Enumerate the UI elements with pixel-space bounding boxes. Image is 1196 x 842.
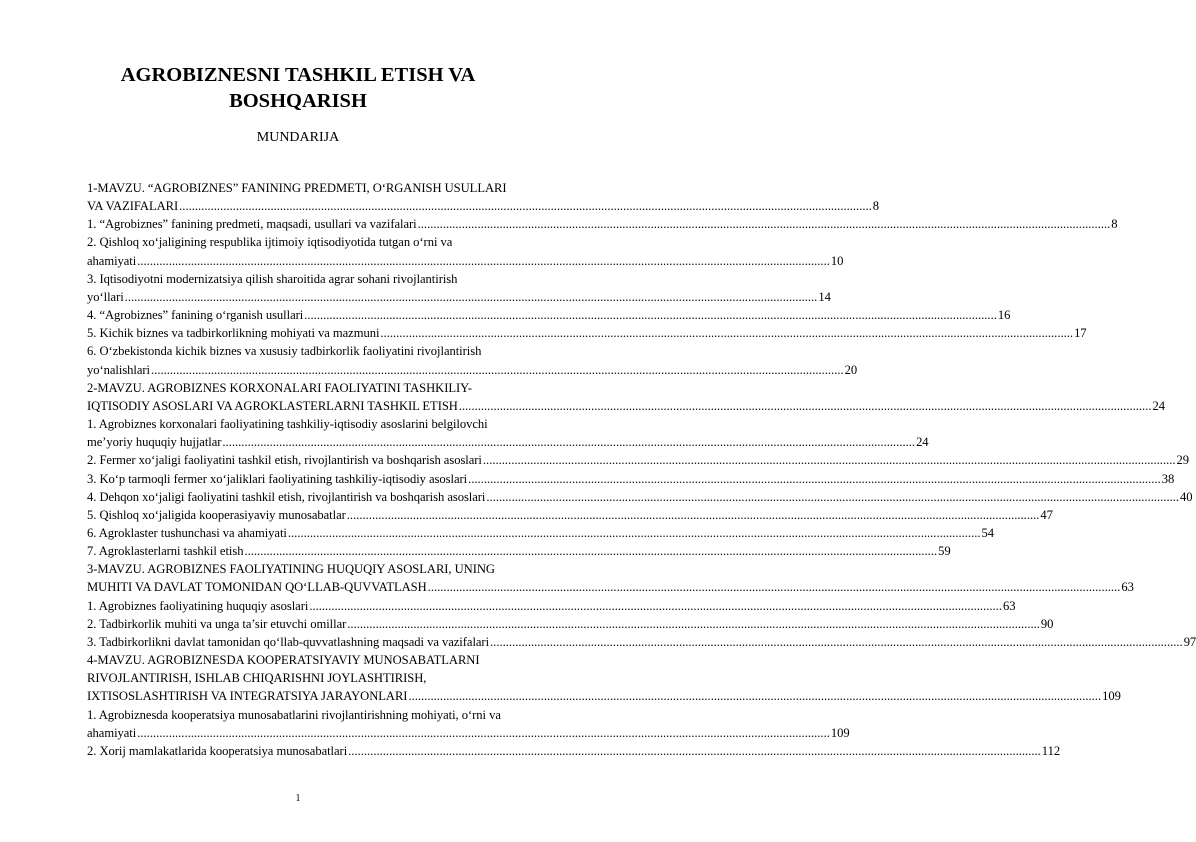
- dot-leader: [428, 578, 1121, 596]
- toc-entry[interactable]: [87, 542, 951, 560]
- toc-page-number: 38: [1161, 471, 1175, 486]
- toc-page-number: 54: [981, 525, 995, 540]
- toc-entry-label: IXTISOSLASHTIRISH VA INTEGRATSIYA JARAYONLARI: [87, 689, 408, 704]
- toc-entry[interactable]: [87, 488, 1193, 506]
- dot-leader: [418, 215, 1111, 233]
- toc-page-number: 112: [1041, 743, 1061, 758]
- contents-heading: MUNDARIJA: [256, 130, 340, 145]
- dot-leader: [244, 542, 937, 560]
- toc-entry-label: 3. Ko‘p tarmoqli fermer xo‘jaliklari faoliyatining tashkiliy-iqtisodiy asoslari: [87, 471, 468, 486]
- toc-entry-label: 4. Dehqon xo‘jaligi faoliyatini tashkil etish, rivojlantirish va boshqarish asoslari: [87, 489, 486, 504]
- dot-leader: [483, 451, 1176, 469]
- toc-entry-label: 5. Qishloq xo‘jaligida kooperasiyaviy munosabatlar: [87, 507, 346, 522]
- toc-entry-label: me’yoriy huquqiy hujjatlar: [87, 435, 222, 450]
- toc-page-number: 109: [830, 725, 850, 740]
- toc-entry-label: 4. “Agrobiznes” fanining o‘rganish usullari: [87, 308, 304, 323]
- toc-entry[interactable]: [87, 179, 880, 215]
- dot-leader: [348, 742, 1041, 760]
- toc-entry-label: 3. Tadbirkorlikni davlat tamonidan qo‘llab-quvvatlashning maqsadi va vazifalari: [87, 634, 490, 649]
- toc-page-number: 63: [1121, 580, 1134, 595]
- title-line-1: AGROBIZNESNI TASHKIL ETISH VA: [120, 64, 476, 86]
- dot-leader: [137, 724, 830, 742]
- toc-entry[interactable]: [87, 415, 929, 451]
- toc-entry-text-line: 1. Agrobiznesda kooperatsiya munosabatlarini rivojlantirishning mohiyati, o‘rni va: [87, 707, 501, 722]
- toc-entry[interactable]: [87, 633, 1196, 651]
- toc-entry[interactable]: [87, 706, 850, 742]
- toc-entry-label: ahamiyati: [87, 725, 137, 740]
- toc-page-number: 59: [938, 544, 951, 559]
- toc-entry-label: MUHITI VA DAVLAT TOMONIDAN QO‘LLAB-QUVVATLASH: [87, 580, 427, 595]
- toc-entry[interactable]: [87, 742, 1061, 760]
- toc-entry-label: 2. Fermer xo‘jaligi faoliyatini tashkil etish, rivojlantirish va boshqarish asoslari: [87, 453, 482, 468]
- toc-entry-label: 5. Kichik biznes va tadbirkorlikning mohiyati va mazmuni: [87, 326, 380, 341]
- dot-leader: [179, 197, 872, 215]
- toc-entry-label: ahamiyati: [87, 253, 137, 268]
- toc-entry[interactable]: [87, 324, 1087, 342]
- toc-entry-label: 1. Agrobiznes faoliyatining huquqiy asoslari: [87, 598, 309, 613]
- toc-page-number: 97: [1183, 634, 1196, 649]
- toc-page-number: 20: [844, 362, 858, 377]
- toc-entry[interactable]: [87, 379, 1165, 415]
- toc-page-number: 29: [1176, 453, 1190, 468]
- dot-leader: [304, 306, 997, 324]
- toc-page-number: 24: [916, 435, 929, 450]
- dot-leader: [408, 687, 1101, 705]
- toc-entry-text-line: 2-MAVZU. AGROBIZNES KORXONALARI FAOLIYATINI TASHKILIY-: [87, 380, 472, 395]
- toc-entry-label: VA VAZIFALARI: [87, 199, 179, 214]
- toc-entry-text-line: 1-MAVZU. “AGROBIZNES” FANINING PREDMETI, O‘RGANISH USULLARI: [87, 181, 507, 195]
- toc-entry-label: IQTISODIY ASOSLARI VA AGROKLASTERLARNI TASHKIL ETISH: [87, 398, 458, 413]
- page-number: 1: [295, 793, 301, 804]
- dot-leader: [347, 506, 1040, 524]
- toc-entry-text-line: RIVOJLANTIRISH, ISHLAB CHIQARISHNI JOYLASHTIRISH,: [87, 671, 427, 686]
- dot-leader: [380, 324, 1073, 342]
- toc-page-number: 16: [997, 308, 1011, 323]
- toc-entry-label: yo‘nalishlari: [87, 362, 151, 377]
- document-title: [60, 62, 536, 114]
- dot-leader: [222, 433, 915, 451]
- toc-entry[interactable]: [87, 270, 831, 306]
- toc-entry[interactable]: [87, 615, 1054, 633]
- dot-leader: [486, 488, 1179, 506]
- toc-page-number: 14: [818, 289, 831, 304]
- toc-page-number: 40: [1180, 489, 1193, 504]
- toc-entry-label: yo‘llari: [87, 289, 124, 304]
- dot-leader: [288, 524, 981, 542]
- dot-leader: [468, 470, 1161, 488]
- toc-page-number: 90: [1040, 616, 1054, 631]
- toc-entry-text-line: 2. Qishloq xo‘jaligining respublika ijtimoiy iqtisodiyotida tutgan o‘rni va: [87, 235, 453, 250]
- toc-entry[interactable]: [87, 470, 1175, 488]
- toc-entry[interactable]: [87, 451, 1190, 469]
- dot-leader: [151, 361, 844, 379]
- toc-entry-text-line: 1. Agrobiznes korxonalari faoliyatining tashkiliy-iqtisodiy asoslarini belgilovchi: [87, 417, 488, 432]
- toc-entry-text-line: 3. Iqtisodiyotni modernizatsiya qilish sharoitida agrar sohani rivojlantirish: [87, 271, 458, 286]
- toc-page-number: 10: [830, 253, 844, 268]
- toc-page-number: 109: [1102, 689, 1121, 704]
- toc-entry-text-line: 4-MAVZU. AGROBIZNESDA KOOPERATSIYAVIY MUNOSABATLARNI: [87, 653, 480, 668]
- toc-entry-label: 2. Xorij mamlakatlarida kooperatsiya munosabatlari: [87, 743, 348, 758]
- dot-leader: [125, 288, 818, 306]
- toc-entry[interactable]: [87, 506, 1053, 524]
- toc-entry[interactable]: [87, 215, 1118, 233]
- toc-page-number: 17: [1074, 326, 1087, 341]
- toc-entry-label: 7. Agroklasterlarni tashkil etish: [87, 544, 244, 559]
- dot-leader: [347, 615, 1040, 633]
- toc-entry-label: 2. Tadbirkorlik muhiti va unga ta’sir etuvchi omillar: [87, 616, 347, 631]
- toc-page-number: 47: [1040, 507, 1053, 522]
- dot-leader: [309, 597, 1002, 615]
- dot-leader: [137, 252, 830, 270]
- toc-entry[interactable]: [87, 597, 1016, 615]
- toc-entry-text-line: 3-MAVZU. AGROBIZNES FAOLIYATINING HUQUQIY ASOSLARI, UNING: [87, 562, 495, 577]
- dot-leader: [490, 633, 1183, 651]
- dot-leader: [459, 397, 1152, 415]
- toc-entry-label: 1. “Agrobiznes” fanining predmeti, maqsadi, usullari va vazifalari: [87, 217, 417, 232]
- toc-entry[interactable]: [87, 524, 995, 542]
- toc-entry[interactable]: [87, 651, 1121, 705]
- toc-entry[interactable]: [87, 306, 1011, 324]
- toc-page-number: 8: [872, 199, 880, 214]
- toc-page-number: 8: [1111, 217, 1118, 232]
- toc-page-number: 24: [1152, 398, 1165, 413]
- toc-page-number: 63: [1002, 598, 1016, 613]
- table-of-contents: [87, 179, 1196, 760]
- toc-entry-text-line: 6. O‘zbekistonda kichik biznes va xususiy tadbirkorlik faoliyatini rivojlantirish: [87, 344, 482, 359]
- toc-entry[interactable]: [87, 233, 844, 269]
- toc-entry[interactable]: [87, 560, 1134, 596]
- title-line-2: BOSHQARISH: [229, 90, 367, 112]
- toc-entry-label: 6. Agroklaster tushunchasi va ahamiyati: [87, 525, 287, 540]
- toc-entry[interactable]: [87, 342, 858, 378]
